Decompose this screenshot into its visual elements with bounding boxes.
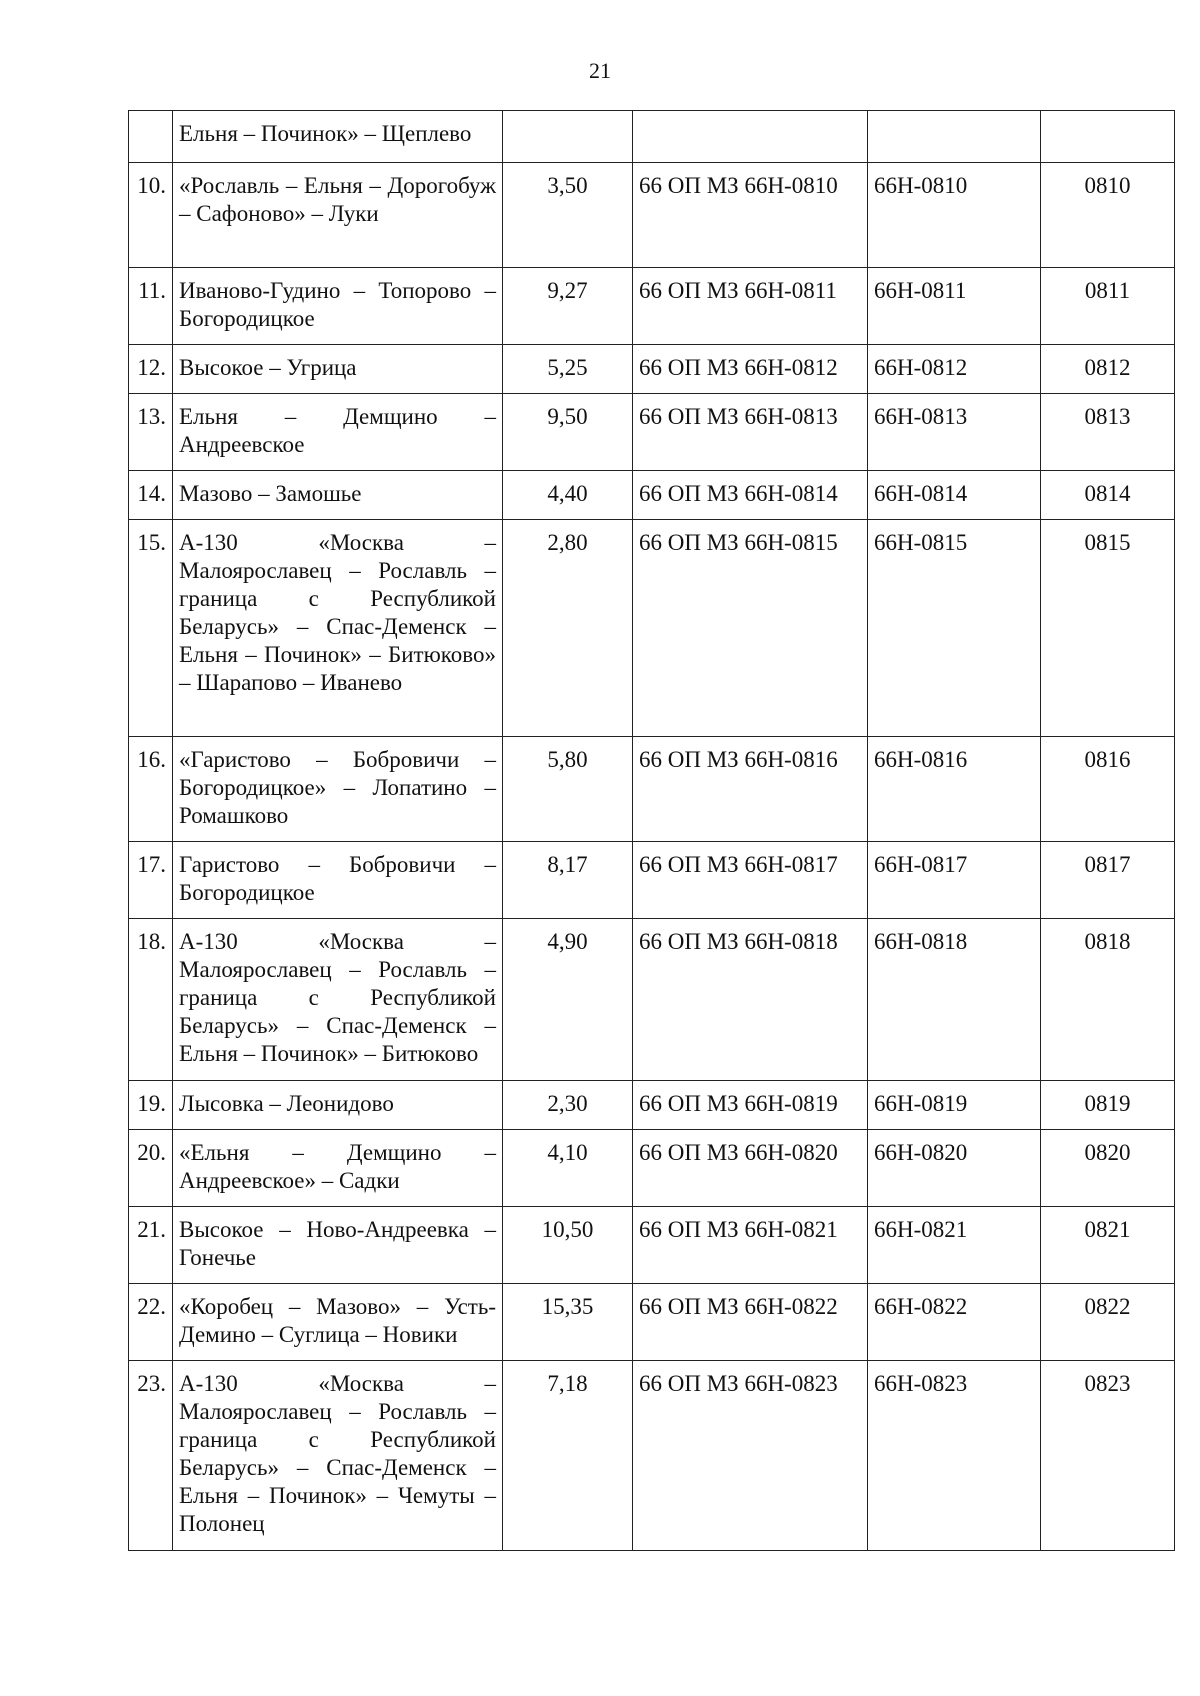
- row-number: [129, 111, 173, 163]
- road-short-id: 66Н-0815: [868, 520, 1041, 737]
- road-name: А-130 «Москва – Малоярославец – Рославль – граница с Республикой Беларусь» – Спас-Деменск – Ельня – Починок» – Битюково» – Шарапово – Иванево: [173, 520, 503, 737]
- road-length: 15,35: [503, 1284, 633, 1361]
- road-short-id: 66Н-0820: [868, 1130, 1041, 1207]
- road-id: 66 ОП МЗ 66Н-0817: [633, 842, 868, 919]
- road-reg-number: 0818: [1041, 919, 1175, 1081]
- road-name: А-130 «Москва – Малоярославец – Рославль – граница с Республикой Беларусь» – Спас-Деменск – Ельня – Починок» – Битюково: [173, 919, 503, 1081]
- road-length: 10,50: [503, 1207, 633, 1284]
- road-short-id: 66Н-0819: [868, 1081, 1041, 1130]
- roads-table-body: [129, 111, 1175, 1551]
- road-reg-number: 0813: [1041, 394, 1175, 471]
- table-row: [129, 1284, 1175, 1361]
- row-number: 13.: [129, 394, 173, 471]
- road-reg-number: 0817: [1041, 842, 1175, 919]
- road-length: 5,80: [503, 737, 633, 842]
- table-row: [129, 268, 1175, 345]
- row-number: 11.: [129, 268, 173, 345]
- road-length: 4,90: [503, 919, 633, 1081]
- road-name: Лысовка – Леонидово: [173, 1081, 503, 1130]
- road-length: 2,30: [503, 1081, 633, 1130]
- road-short-id: 66Н-0823: [868, 1361, 1041, 1551]
- row-number: 14.: [129, 471, 173, 520]
- road-short-id: 66Н-0813: [868, 394, 1041, 471]
- table-row: [129, 1207, 1175, 1284]
- road-short-id: 66Н-0817: [868, 842, 1041, 919]
- row-number: 23.: [129, 1361, 173, 1551]
- table-row: [129, 1130, 1175, 1207]
- road-id: 66 ОП МЗ 66Н-0820: [633, 1130, 868, 1207]
- row-number: 20.: [129, 1130, 173, 1207]
- roads-table: [128, 110, 1175, 1551]
- row-number: 16.: [129, 737, 173, 842]
- road-reg-number: 0819: [1041, 1081, 1175, 1130]
- row-number: 18.: [129, 919, 173, 1081]
- road-reg-number: 0810: [1041, 163, 1175, 268]
- road-short-id: 66Н-0814: [868, 471, 1041, 520]
- road-id: 66 ОП МЗ 66Н-0815: [633, 520, 868, 737]
- row-number: 21.: [129, 1207, 173, 1284]
- table-row: [129, 1361, 1175, 1551]
- row-number: 15.: [129, 520, 173, 737]
- road-reg-number: 0823: [1041, 1361, 1175, 1551]
- road-id: 66 ОП МЗ 66Н-0812: [633, 345, 868, 394]
- road-reg-number: 0820: [1041, 1130, 1175, 1207]
- road-short-id: 66Н-0821: [868, 1207, 1041, 1284]
- road-short-id: 66Н-0810: [868, 163, 1041, 268]
- row-number: 10.: [129, 163, 173, 268]
- road-id: 66 ОП МЗ 66Н-0819: [633, 1081, 868, 1130]
- road-length: 9,27: [503, 268, 633, 345]
- road-id: 66 ОП МЗ 66Н-0818: [633, 919, 868, 1081]
- road-reg-number: 0815: [1041, 520, 1175, 737]
- road-short-id: [868, 111, 1041, 163]
- road-name: Иваново-Гудино – Топорово – Богородицкое: [173, 268, 503, 345]
- road-id: 66 ОП МЗ 66Н-0813: [633, 394, 868, 471]
- road-id: 66 ОП МЗ 66Н-0811: [633, 268, 868, 345]
- road-id: [633, 111, 868, 163]
- road-id: 66 ОП МЗ 66Н-0814: [633, 471, 868, 520]
- road-name: «Гаристово – Бобровичи – Богородицкое» – Лопатино – Ромашково: [173, 737, 503, 842]
- road-name: Ельня – Починок» – Щеплево: [173, 111, 503, 163]
- table-row: [129, 345, 1175, 394]
- road-id: 66 ОП МЗ 66Н-0816: [633, 737, 868, 842]
- row-number: 17.: [129, 842, 173, 919]
- road-name: Ельня – Демщино – Андреевское: [173, 394, 503, 471]
- table-row: [129, 163, 1175, 268]
- road-reg-number: 0812: [1041, 345, 1175, 394]
- road-id: 66 ОП МЗ 66Н-0823: [633, 1361, 868, 1551]
- table-row: [129, 842, 1175, 919]
- road-length: 9,50: [503, 394, 633, 471]
- table-row: [129, 394, 1175, 471]
- road-length: 2,80: [503, 520, 633, 737]
- road-short-id: 66Н-0812: [868, 345, 1041, 394]
- table-row: [129, 111, 1175, 163]
- table-row: [129, 471, 1175, 520]
- road-short-id: 66Н-0811: [868, 268, 1041, 345]
- road-name: Мазово – Замошье: [173, 471, 503, 520]
- road-reg-number: 0821: [1041, 1207, 1175, 1284]
- road-short-id: 66Н-0822: [868, 1284, 1041, 1361]
- row-number: 22.: [129, 1284, 173, 1361]
- road-length: 4,10: [503, 1130, 633, 1207]
- road-name: Высокое – Ново-Андреевка – Гонечье: [173, 1207, 503, 1284]
- road-name: «Коробец – Мазово» – Усть-Демино – Суглица – Новики: [173, 1284, 503, 1361]
- road-length: 7,18: [503, 1361, 633, 1551]
- road-reg-number: [1041, 111, 1175, 163]
- road-length: 3,50: [503, 163, 633, 268]
- road-name: Высокое – Угрица: [173, 345, 503, 394]
- table-row: [129, 737, 1175, 842]
- table-row: [129, 919, 1175, 1081]
- table-row: [129, 1081, 1175, 1130]
- road-short-id: 66Н-0818: [868, 919, 1041, 1081]
- road-reg-number: 0811: [1041, 268, 1175, 345]
- road-id: 66 ОП МЗ 66Н-0810: [633, 163, 868, 268]
- row-number: 19.: [129, 1081, 173, 1130]
- road-id: 66 ОП МЗ 66Н-0822: [633, 1284, 868, 1361]
- road-length: 8,17: [503, 842, 633, 919]
- table-row: [129, 520, 1175, 737]
- road-reg-number: 0814: [1041, 471, 1175, 520]
- road-name: Гаристово – Бобровичи – Богородицкое: [173, 842, 503, 919]
- road-length: 5,25: [503, 345, 633, 394]
- road-length: 4,40: [503, 471, 633, 520]
- road-reg-number: 0816: [1041, 737, 1175, 842]
- page-number: 21: [589, 58, 611, 83]
- road-reg-number: 0822: [1041, 1284, 1175, 1361]
- road-name: «Рославль – Ельня – Дорогобуж – Сафоново» – Луки: [173, 163, 503, 268]
- road-id: 66 ОП МЗ 66Н-0821: [633, 1207, 868, 1284]
- road-name: А-130 «Москва – Малоярославец – Рославль – граница с Республикой Беларусь» – Спас-Деменск – Ельня – Починок» – Чемуты – Полонец: [173, 1361, 503, 1551]
- road-name: «Ельня – Демщино – Андреевское» – Садки: [173, 1130, 503, 1207]
- road-length: [503, 111, 633, 163]
- road-short-id: 66Н-0816: [868, 737, 1041, 842]
- row-number: 12.: [129, 345, 173, 394]
